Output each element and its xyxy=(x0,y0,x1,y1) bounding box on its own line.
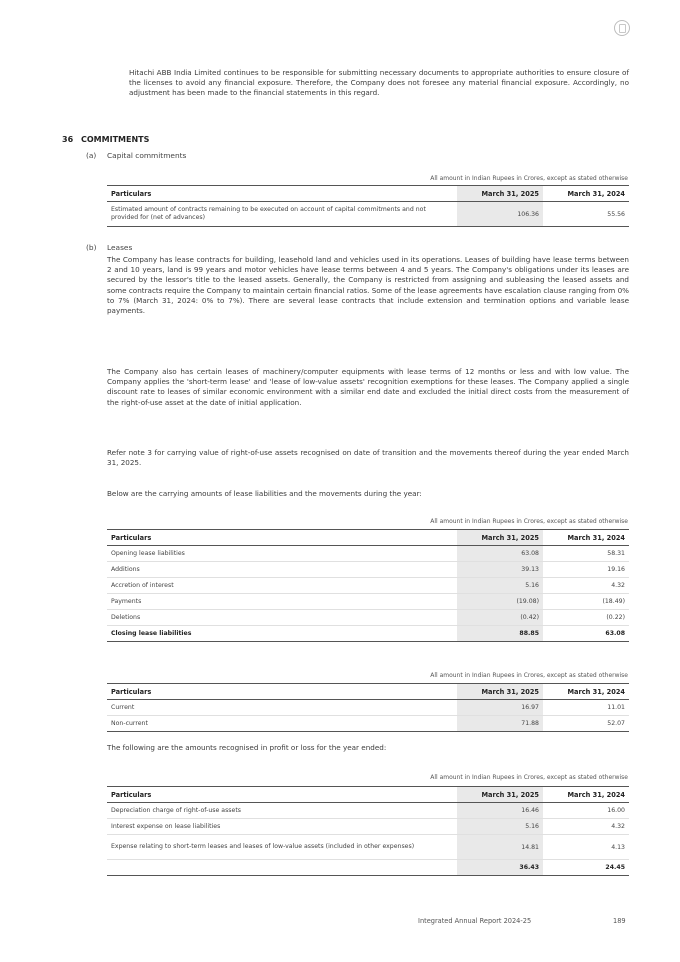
movement-row-label: Additions xyxy=(107,562,457,578)
pl-row-label: Expense relating to short-term leases and leases of low-value assets (included in other expenses) xyxy=(107,835,457,860)
capital-header-cur: March 31, 2025 xyxy=(457,186,543,202)
movement-total-cur: 88.85 xyxy=(457,626,543,642)
split-row-label: Current xyxy=(107,700,457,716)
leases-paragraph-4: Below are the carrying amounts of lease liabilities and the movements during the year: xyxy=(107,489,422,498)
movement-row-prev: (18.49) xyxy=(543,594,629,610)
split-header-particulars: Particulars xyxy=(107,684,457,700)
pl-header-prev: March 31, 2024 xyxy=(543,787,629,803)
movement-note: All amount in Indian Rupees in Crores, except as stated otherwise xyxy=(430,518,628,525)
split-row-prev: 52.07 xyxy=(543,716,629,732)
intro-paragraph: Hitachi ABB India Limited continues to be responsible for submitting necessary documents to appropriate authorities to ensure closure of the licenses to avoid any financial exposure. Therefore, the Company does not foresee any material financial exposure. Accordingly, no adjustment has been made to the financial statements in this regard. xyxy=(129,68,629,98)
movement-row-prev: 4.32 xyxy=(543,578,629,594)
leases-title: Leases xyxy=(107,243,133,252)
movement-header-prev: March 31, 2024 xyxy=(543,530,629,546)
capital-row-prev: 55.56 xyxy=(543,202,629,227)
capital-title: Capital commitments xyxy=(107,151,187,160)
leases-letter: (b) xyxy=(86,243,97,252)
movement-table xyxy=(107,529,629,642)
movement-row-cur: 5.16 xyxy=(457,578,543,594)
abb-logo-icon xyxy=(614,20,630,36)
section-title: COMMITMENTS xyxy=(81,135,150,144)
split-header-cur: March 31, 2025 xyxy=(457,684,543,700)
table-row xyxy=(107,819,629,835)
pl-row-cur: 5.16 xyxy=(457,819,543,835)
movement-row-label: Deletions xyxy=(107,610,457,626)
leases-paragraph-5: The following are the amounts recognised in profit or loss for the year ended: xyxy=(107,743,387,752)
movement-total-prev: 63.08 xyxy=(543,626,629,642)
capital-row-label: Estimated amount of contracts remaining to be executed on account of capital commitments and not provided for (net of advances) xyxy=(107,202,457,227)
table-row xyxy=(107,716,629,732)
movement-header-cur: March 31, 2025 xyxy=(457,530,543,546)
movement-total-label: Closing lease liabilities xyxy=(107,626,457,642)
capital-note: All amount in Indian Rupees in Crores, except as stated otherwise xyxy=(430,175,628,182)
table-row xyxy=(107,202,629,227)
pl-total-label xyxy=(107,860,457,876)
split-header-prev: March 31, 2024 xyxy=(543,684,629,700)
table-row xyxy=(107,700,629,716)
pl-total-cur: 36.43 xyxy=(457,860,543,876)
movement-header-particulars: Particulars xyxy=(107,530,457,546)
movement-row-label: Accretion of interest xyxy=(107,578,457,594)
movement-row-label: Opening lease liabilities xyxy=(107,546,457,562)
pl-header-cur: March 31, 2025 xyxy=(457,787,543,803)
movement-row-cur: 63.08 xyxy=(457,546,543,562)
movement-row-cur: 39.13 xyxy=(457,562,543,578)
movement-row-prev: (0.22) xyxy=(543,610,629,626)
leases-paragraph-1: The Company has lease contracts for building, leasehold land and vehicles used in its operations. Leases of building have lease terms between 2 and 10 years, land is 99 years and motor vehicles have lease terms between 4 and 5 years. The Company's obligations under its leases are secured by the lessor's title to the leased assets. Generally, the Company is restricted from assigning and subleasing the leased assets and some contracts require the Company to maintain certain financial ratios. Some of the lease agreements have escalation clause ranging from 0% to 7% (March 31, 2024: 0% to 7%). There are several lease contracts that include extension and termination options and variable lease payments. xyxy=(107,255,629,316)
capital-letter: (a) xyxy=(86,151,97,160)
leases-paragraph-2: The Company also has certain leases of machinery/computer equipments with lease terms of 12 months or less and with low value. The Company applies the 'short-term lease' and 'lease of low-value assets' recognition exemptions for these leases. The Company applied a single discount rate to leases of similar economic environment with a similar end date and excluded the initial direct costs from the measurement of the right-of-use asset at the date of initial application. xyxy=(107,367,629,407)
pl-row-prev: 4.32 xyxy=(543,819,629,835)
pl-total-prev: 24.45 xyxy=(543,860,629,876)
movement-row-label: Payments xyxy=(107,594,457,610)
movement-row-prev: 19.16 xyxy=(543,562,629,578)
capital-row-cur: 106.36 xyxy=(457,202,543,227)
table-row xyxy=(107,835,629,860)
pl-header-particulars: Particulars xyxy=(107,787,457,803)
split-row-prev: 11.01 xyxy=(543,700,629,716)
pl-note: All amount in Indian Rupees in Crores, except as stated otherwise xyxy=(430,774,628,781)
pl-row-prev: 16.00 xyxy=(543,803,629,819)
pl-row-label: Depreciation charge of right-of-use assets xyxy=(107,803,457,819)
pl-row-cur: 14.81 xyxy=(457,835,543,860)
movement-row-cur: (0.42) xyxy=(457,610,543,626)
capital-header-prev: March 31, 2024 xyxy=(543,186,629,202)
movement-row-cur: (19.08) xyxy=(457,594,543,610)
movement-row-prev: 58.31 xyxy=(543,546,629,562)
table-total-row xyxy=(107,860,629,876)
table-row xyxy=(107,578,629,594)
table-total-row xyxy=(107,626,629,642)
footer-report-title: Integrated Annual Report 2024-25 xyxy=(418,917,532,925)
pl-row-prev: 4.13 xyxy=(543,835,629,860)
pl-row-label: Interest expense on lease liabilities xyxy=(107,819,457,835)
table-row xyxy=(107,610,629,626)
capital-table xyxy=(107,185,629,227)
table-row xyxy=(107,546,629,562)
capital-header-particulars: Particulars xyxy=(107,186,457,202)
split-table xyxy=(107,683,629,732)
split-row-cur: 16.97 xyxy=(457,700,543,716)
footer-page-number: 189 xyxy=(613,917,626,925)
leases-paragraph-3: Refer note 3 for carrying value of right-of-use assets recognised on date of transition and the movements thereof during the year ended March 31, 2025. xyxy=(107,448,629,468)
table-row xyxy=(107,594,629,610)
section-number: 36 xyxy=(62,135,74,144)
pl-row-cur: 16.46 xyxy=(457,803,543,819)
table-row xyxy=(107,562,629,578)
pl-table xyxy=(107,786,629,876)
split-row-cur: 71.88 xyxy=(457,716,543,732)
table-row xyxy=(107,803,629,819)
split-row-label: Non-current xyxy=(107,716,457,732)
split-note: All amount in Indian Rupees in Crores, except as stated otherwise xyxy=(430,672,628,679)
